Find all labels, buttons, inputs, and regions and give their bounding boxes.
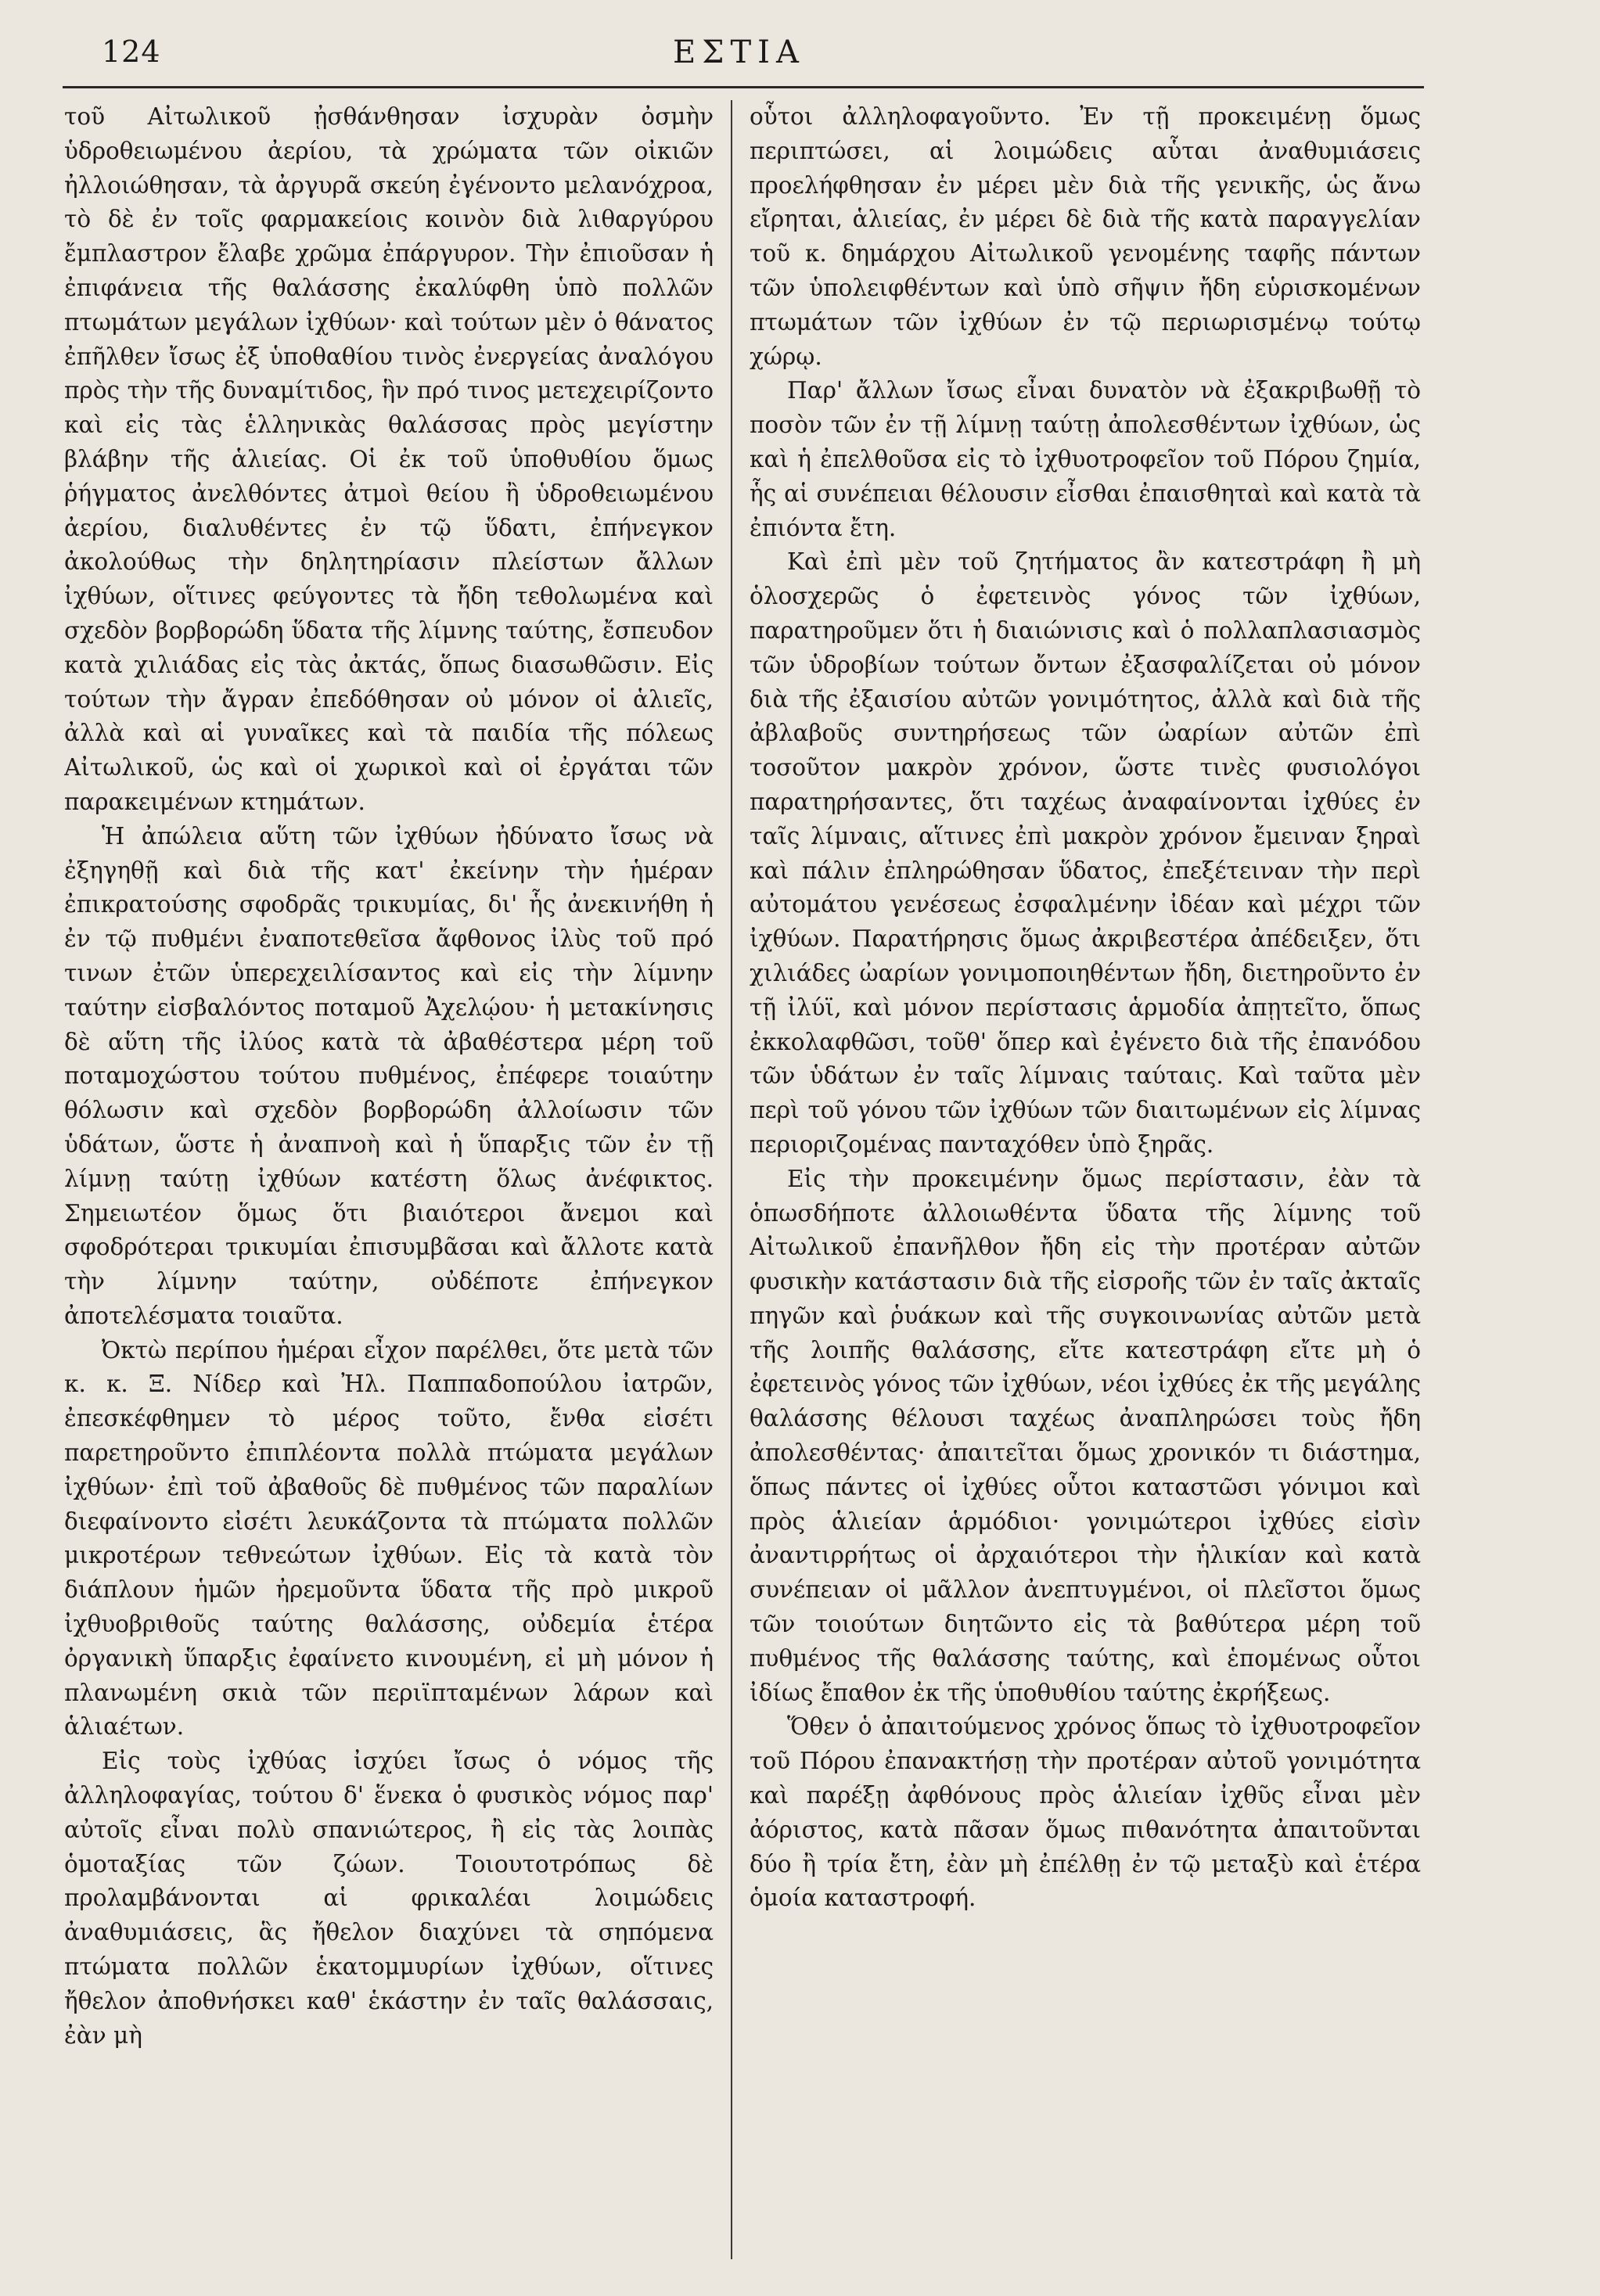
left-paragraph-2: Ἡ ἀπώλεια αὕτη τῶν ἰχθύων ἠδύνατο ἴσως νὰ ἐξηγηθῇ καὶ διὰ τῆς κατ' ἐκείνην τὴν ἡμέραν ἐπικρατούσης σφοδρᾶς τρικυμίας, δι' ἧς ἀνεκινήθη ἡ ἐν τῷ πυθμένι ἐναποτεθεῖσα ἄφθονος ἰλὺς τοῦ πρό τινων ἐτῶν ὑπερεχειλίσαντος καὶ εἰς τὴν λίμνην ταύτην εἰσβαλόντος ποταμοῦ Ἀχελῴου· ἡ μετακίνησις δὲ αὕτη τῆς ἰλύος κατὰ τὰ ἀβαθέστερα μέρη τοῦ ποταμοχώστου τούτου πυθμένος, ἐπέφερε τοιαύτην θόλωσιν καὶ σχεδὸν βορβορώδη ἀλλοίωσιν τῶν ὑδάτων, ὥστε ἡ ἀναπνοὴ καὶ ἡ ὕπαρξις τῶν ἐν τῇ λίμνῃ ταύτῃ ἰχθύων κατέστη ὅλως ἀνέφικτος. Σημειωτέον ὅμως ὅτι βιαιότεροι ἄνεμοι καὶ σφοδρότεραι τρικυμίαι ἐπισυμβᾶσαι καὶ ἄλλοτε κατὰ τὴν λίμνην ταύτην, οὐδέποτε ἐπήνεγκον ἀποτελέσματα τοιαῦτα. <box>64 822 714 1329</box>
column-divider <box>731 100 732 2259</box>
page-number: 124 <box>102 34 161 69</box>
right-paragraph-1: οὗτοι ἀλληλοφαγοῦντο. Ἐν τῇ προκειμένῃ ὅμως περιπτώσει, αἱ λοιμώδεις αὗται ἀναθυμιάσεις προελήφθησαν ἐν μέρει μὲν διὰ τῆς γενικῆς, ὡς ἄνω εἴρηται, ἁλιείας, ἐν μέρει δὲ διὰ τῆς κατὰ παραγγελίαν τοῦ κ. δημάρχου Αἰτωλικοῦ γενομένης ταφῆς πάντων τῶν ὑπολειφθέντων καὶ ὑπὸ σῆψιν ἤδη εὑρισκομένων πτωμάτων τῶν ἰχθύων ἐν τῷ περιωρισμένῳ τούτῳ χώρῳ. <box>750 103 1421 370</box>
right-paragraph-3: Καὶ ἐπὶ μὲν τοῦ ζητήματος ἂν κατεστράφη ἢ μὴ ὁλοσχερῶς ὁ ἐφετεινὸς γόνος τῶν ἰχθύων, παρατηροῦμεν ὅτι ἡ διαιώνισις καὶ ὁ πολλαπλασιασμὸς τῶν ὑδροβίων τούτων ὄντων ἐξασφαλίζεται οὐ μόνον διὰ τῆς ἐξαισίου αὐτῶν γονιμότητος, ἀλλὰ καὶ διὰ τῆς ἀβλαβοῦς συντηρήσεως τῶν ὠαρίων αὐτῶν ἐπὶ τοσοῦτον μακρὸν χρόνον, ὥστε τινὲς φυσιολόγοι παρατηρήσαντες, ὅτι ταχέως ἀναφαίνονται ἰχθύες ἐν ταῖς λίμναις, αἵτινες ἐπὶ μακρὸν χρόνον ἔμειναν ξηραὶ καὶ πάλιν ἐπληρώθησαν ὕδατος, ἐπεξέτειναν τὴν περὶ αὐτομάτου γενέσεως ἐσφαλμένην ἰδέαν καὶ μέχρι τῶν ἰχθύων. Παρατήρησις ὅμως ἀκριβεστέρα ἀπέδειξεν, ὅτι χιλιάδες ὠαρίων γονιμοποιηθέντων ἤδη, διετηροῦντο ἐν τῇ ἰλύϊ, καὶ μόνον περίστασις ἁρμοδία ἀπῃτεῖτο, ὅπως ἐκκολαφθῶσι, τοῦθ' ὅπερ καὶ ἐγένετο διὰ τῆς ἐπανόδου τῶν ὑδάτων ἐν ταῖς λίμναις ταύταις. Καὶ ταῦτα μὲν περὶ τοῦ γόνου τῶν ἰχθύων τῶν διαιτωμένων εἰς λίμνας περιοριζομένας πανταχόθεν ὑπὸ ξηρᾶς. <box>750 548 1421 1158</box>
header-rule <box>63 86 1424 88</box>
right-paragraph-4: Εἰς τὴν προκειμένην ὅμως περίστασιν, ἐὰν τὰ ὁπωσδήποτε ἀλλοιωθέντα ὕδατα τῆς λίμνης τοῦ Αἰτωλικοῦ ἐπανῆλθον ἤδη εἰς τὴν προτέραν αὐτῶν φυσικὴν κατάστασιν διὰ τῆς εἰσροῆς τῶν ἐν ταῖς ἀκταῖς πηγῶν καὶ ῥυάκων καὶ τῆς συγκοινωνίας αὐτῶν μετὰ τῆς λοιπῆς θαλάσσης, εἴτε κατεστράφη εἴτε μὴ ὁ ἐφετεινὸς γόνος τῶν ἰχθύων, νέοι ἰχθύες ἐκ τῆς μεγάλης θαλάσσης θέλουσι ταχέως ἀναπληρώσει τοὺς ἤδη ἀπολεσθέντας· ἀπαιτεῖται ὅμως χρονικόν τι διάστημα, ὅπως πάντες οἱ ἰχθύες οὗτοι καταστῶσι γόνιμοι καὶ πρὸς ἁλιείαν ἁρμόδιοι· γονιμώτεροι ἰχθύες εἰσὶν ἀναντιρρήτως οἱ ἀρχαιότεροι τὴν ἡλικίαν καὶ κατὰ συνέπειαν οἱ μᾶλλον ἀνεπτυγμένοι, οἱ πλεῖστοι ὅμως τῶν τοιούτων διητῶντο εἰς τὰ βαθύτερα μέρη τοῦ πυθμένος τῆς θαλάσσης ταύτης, καὶ ἑπομένως οὗτοι ἰδίως ἔπαθον ἐκ τῆς ὑποθυθίου ταύτης ἐκρήξεως. <box>750 1165 1421 1706</box>
right-paragraph-2: Παρ' ἄλλων ἴσως εἶναι δυνατὸν νὰ ἐξακριβωθῇ τὸ ποσὸν τῶν ἐν τῇ λίμνῃ ταύτῃ ἀπολεσθέντων ἰχθύων, ὡς καὶ ἡ ἐπελθοῦσα εἰς τὸ ἰχθυοτροφεῖον τοῦ Πόρου ζημία, ἧς αἱ συνέπειαι θέλουσιν εἶσθαι ἐπαισθηταὶ καὶ κατὰ τὰ ἐπιόντα ἔτη. <box>750 377 1421 541</box>
right-column <box>750 100 1421 2283</box>
left-paragraph-4: Εἰς τοὺς ἰχθύας ἰσχύει ἴσως ὁ νόμος τῆς ἀλληλοφαγίας, τούτου δ' ἕνεκα ὁ φυσικὸς νόμος παρ' αὐτοῖς εἶναι πολὺ σπανιώτερος, ἢ εἰς τὰς λοιπὰς ὁμοταξίας τῶν ζώων. Τοιουτοτρόπως δὲ προλαμβάνονται αἱ φρικαλέαι λοιμώδεις ἀναθυμιάσεις, ἃς ἤθελον διαχύνει τὰ σηπόμενα πτώματα πολλῶν ἑκατομμυρίων ἰχθύων, οἵτινες ἤθελον ἀποθνήσκει καθ' ἑκάστην ἐν ταῖς θαλάσσαις, ἐὰν μὴ <box>64 1748 714 2049</box>
left-column <box>64 100 714 2283</box>
left-paragraph-3: Ὀκτὼ περίπου ἡμέραι εἶχον παρέλθει, ὅτε μετὰ τῶν κ. κ. Ξ. Νίδερ καὶ Ἠλ. Παππαδοπούλου ἰατρῶν, ἐπεσκέφθημεν τὸ μέρος τοῦτο, ἔνθα εἰσέτι παρετηροῦντο ἐπιπλέοντα πολλὰ πτώματα μεγάλων ἰχθύων· ἐπὶ τοῦ ἀβαθοῦς δὲ πυθμένος τῶν παραλίων διεφαίνοντο εἰσέτι λευκάζοντα τὰ πτώματα πολλῶν μικροτέρων τεθνεώτων ἰχθύων. Εἰς τὰ κατὰ τὸν διάπλουν ἡμῶν ἠρεμοῦντα ὕδατα τῆς πρὸ μικροῦ ἰχθυοβριθοῦς ταύτης θαλάσσης, οὐδεμία ἑτέρα ὀργανικὴ ὕπαρξις ἐφαίνετο κινουμένη, εἰ μὴ μόνον ἡ πλανωμένη σκιὰ τῶν περιϊπταμένων λάρων καὶ ἁλιαέτων. <box>64 1336 714 1741</box>
left-paragraph-1: τοῦ Αἰτωλικοῦ ᾐσθάνθησαν ἰσχυρὰν ὀσμὴν ὑδροθειωμένου ἀερίου, τὰ χρώματα τῶν οἰκιῶν ἠλλοιώθησαν, τὰ ἀργυρᾶ σκεύη ἐγένοντο μελανόχροα, τὸ δὲ ἐν τοῖς φαρμακείοις κοινὸν διὰ λιθαργύρου ἔμπλαστρον ἔλαβε χρῶμα ἐπάργυρον. Τὴν ἐπιοῦσαν ἡ ἐπιφάνεια τῆς θαλάσσης ἐκαλύφθη ὑπὸ πολλῶν πτωμάτων μεγάλων ἰχθύων· καὶ τούτων μὲν ὁ θάνατος ἐπῆλθεν ἴσως ἐξ ὑποθαθίου τινὸς ἐνεργείας ἀναλόγου πρὸς τὴν τῆς δυναμίτιδος, ἣν πρό τινος μετεχειρίζοντο καὶ εἰς τὰς ἑλληνικὰς θαλάσσας πρὸς μεγίστην βλάβην τῆς ἁλιείας. Οἱ ἐκ τοῦ ὑποθυθίου ὅμως ῥήγματος ἀνελθόντες ἀτμοὶ θείου ἢ ὑδροθειωμένου ἀερίου, διαλυθέντες ἐν τῷ ὕδατι, ἐπήνεγκον ἀκολούθως τὴν δηλητηρίασιν πλείστων ἄλλων ἰχθύων, οἵτινες φεύγοντες τὰ ἤδη τεθολωμένα καὶ σχεδὸν βορβορώδη ὕδατα τῆς λίμνης ταύτης, ἔσπευδον κατὰ χιλιάδας εἰς τὰς ἀκτάς, ὅπως διασωθῶσιν. Εἰς τούτων τὴν ἄγραν ἐπεδόθησαν οὐ μόνον οἱ ἁλιεῖς, ἀλλὰ καὶ αἱ γυναῖκες καὶ τὰ παιδία τῆς πόλεως Αἰτωλικοῦ, ὡς καὶ οἱ χωρικοὶ καὶ οἱ ἐργάται τῶν παρακειμένων κτημάτων. <box>64 103 714 815</box>
running-title: ΕΣΤΙΑ <box>673 34 805 70</box>
page-header <box>0 34 1600 81</box>
right-paragraph-5: Ὅθεν ὁ ἀπαιτούμενος χρόνος ὅπως τὸ ἰχθυοτροφεῖον τοῦ Πόρου ἐπανακτήσῃ τὴν προτέραν αὐτοῦ γονιμότητα καὶ παρέξῃ ἀφθόνους πρὸς ἁλιείαν ἰχθῦς εἶναι μὲν ἀόριστος, κατὰ πᾶσαν ὅμως πιθανότητα ἀπαιτοῦνται δύο ἢ τρία ἔτη, ἐὰν μὴ ἐπέλθῃ ἐν τῷ μεταξὺ καὶ ἑτέρα ὁμοία καταστροφή. <box>750 1713 1421 1912</box>
